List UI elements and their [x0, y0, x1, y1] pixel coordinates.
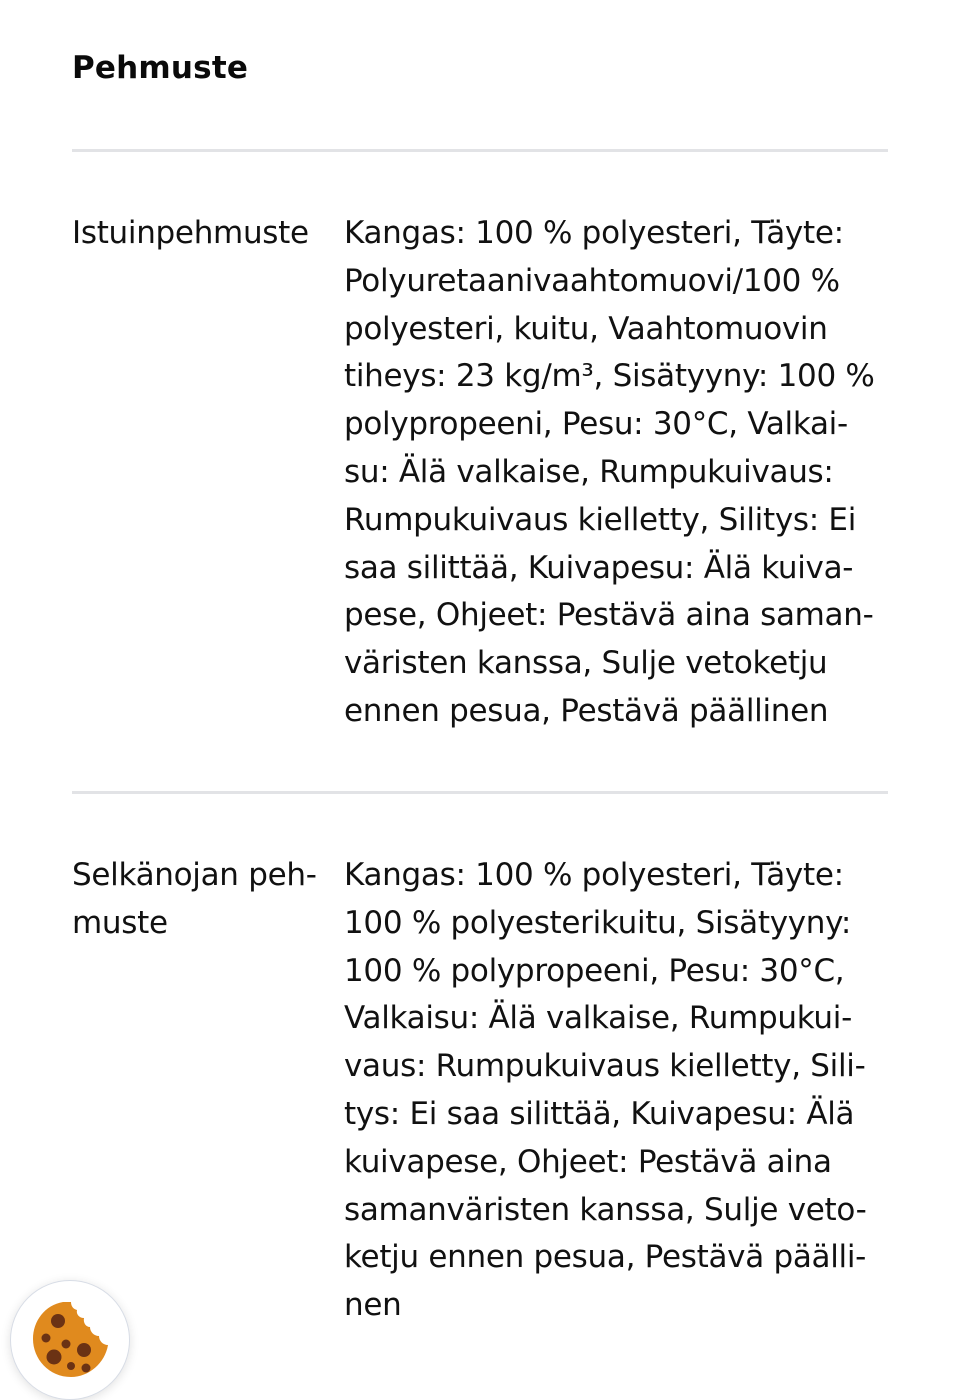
spec-label	[72, 852, 328, 948]
spec-value-line: Kangas: 100 % polyesteri, Täyte:	[344, 215, 844, 251]
cookie-icon	[31, 1299, 111, 1379]
spec-label-line: Selkänojan peh-	[72, 857, 317, 893]
spec-value-line: 100 % polypropeeni, Pesu: 30°C,	[344, 952, 845, 989]
spec-value-line: tys: Ei saa silittää, Kuivapesu: Älä	[344, 1095, 855, 1132]
spec-value	[344, 210, 882, 736]
spec-value-line: Rumpukuivaus kielletty, Silitys: Ei	[344, 501, 857, 538]
spec-value-line: samanväristen kanssa, Sulje veto-	[344, 1191, 867, 1228]
spec-value-line: kuivapese, Ohjeet: Pestävä aina	[344, 1143, 832, 1180]
spec-value-line: Kangas: 100 % polyesteri, Täyte:	[344, 857, 844, 893]
spec-value-line: nen	[344, 1287, 402, 1324]
spec-label-line: muste	[72, 904, 168, 941]
spec-value-line: tiheys: 23 kg/m³, Sisätyyny: 100 %	[344, 358, 875, 395]
spec-value-line: Valkaisu: Älä valkaise, Rumpukui-	[344, 1000, 852, 1037]
spec-value-line: ketju ennen pesua, Pestävä päälli-	[344, 1239, 867, 1276]
divider	[72, 791, 888, 794]
spec-value-line: su: Älä valkaise, Rumpukuivaus:	[344, 453, 834, 490]
spec-value-line: 100 % polyesterikuitu, Sisätyyny:	[344, 904, 852, 941]
spec-value-line: saa silittää, Kuivapesu: Älä kuiva-	[344, 549, 854, 586]
spec-label-line: Istuinpehmuste	[72, 215, 309, 251]
spec-label	[72, 210, 328, 258]
spec-value-line: vaus: Rumpukuivaus kielletty, Sili-	[344, 1048, 866, 1085]
spec-value-line: Polyuretaanivaahtomuovi/100 %	[344, 262, 840, 299]
divider	[72, 149, 888, 152]
spec-value-line: pese, Ohjeet: Pestävä aina saman-	[344, 597, 874, 634]
cookie-settings-button[interactable]	[10, 1280, 130, 1400]
spec-value	[344, 852, 882, 1330]
spec-value-line: polypropeeni, Pesu: 30°C, Valkai-	[344, 406, 848, 443]
spec-value-line: ennen pesua, Pestävä päällinen	[344, 692, 829, 729]
spec-value-line: polyesteri, kuitu, Vaahtomuovin	[344, 310, 828, 347]
spec-value-line: väristen kanssa, Sulje vetoketju	[344, 645, 828, 682]
section-title: Pehmuste	[72, 50, 249, 86]
